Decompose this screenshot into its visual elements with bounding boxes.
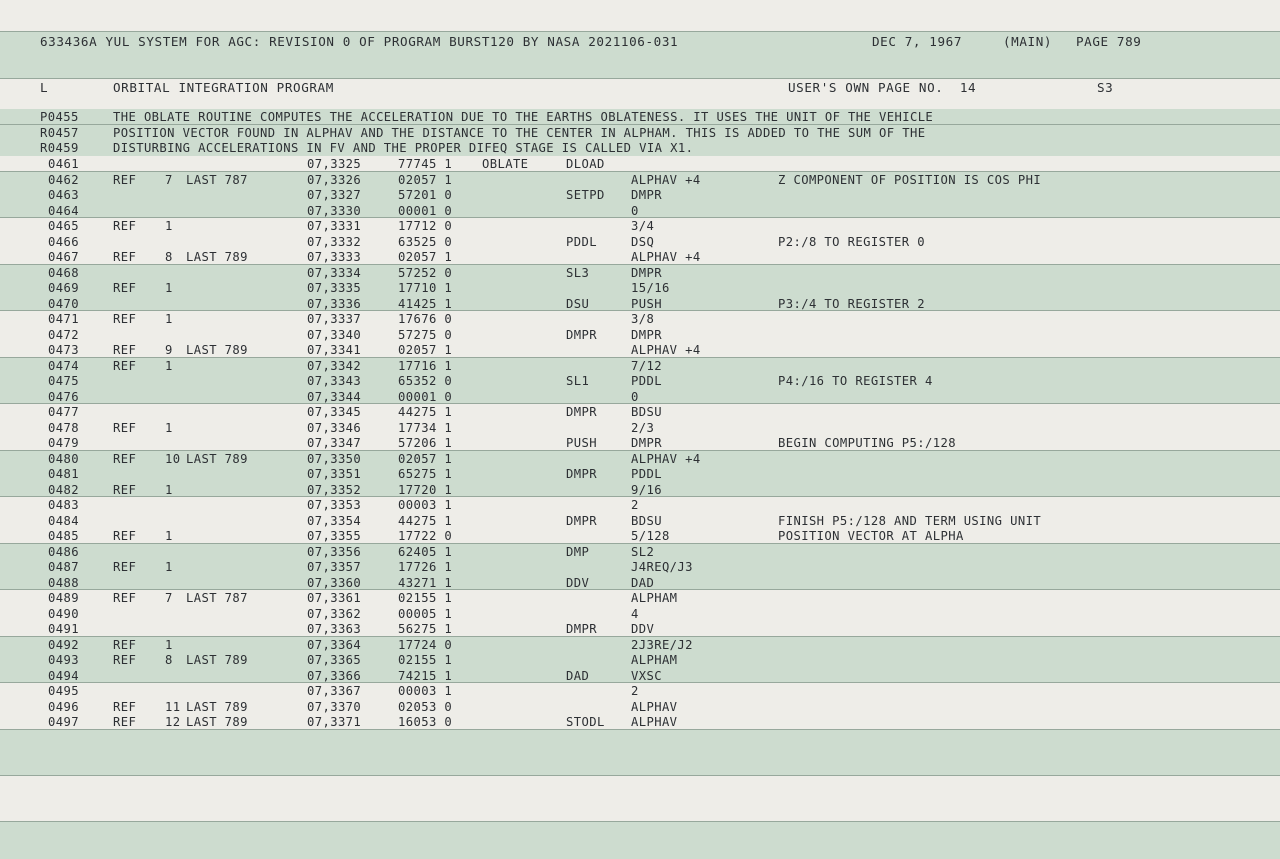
last-ref: LAST 789 bbox=[186, 699, 248, 714]
table-row bbox=[0, 621, 1280, 637]
operand: 2 bbox=[631, 498, 639, 512]
operand: DMPR bbox=[631, 188, 662, 202]
ref-keyword: REF bbox=[113, 219, 137, 233]
address: 07,3336 bbox=[307, 296, 362, 311]
table-row bbox=[0, 699, 1280, 715]
code-comment: P4:/16 TO REGISTER 4 bbox=[778, 374, 933, 388]
table-row bbox=[0, 575, 1280, 591]
octal-word: 02155 1 bbox=[398, 591, 453, 605]
operand: DSQ bbox=[631, 234, 655, 249]
operand: DMPR bbox=[631, 265, 662, 280]
table-row bbox=[0, 203, 1280, 219]
line-number: 0476 bbox=[48, 389, 79, 404]
address: 07,3360 bbox=[307, 575, 362, 590]
paper-band bbox=[0, 775, 1280, 821]
operand: BDSU bbox=[631, 405, 662, 419]
address: 07,3332 bbox=[307, 234, 362, 249]
opcode: DMPR bbox=[566, 327, 597, 342]
address: 07,3371 bbox=[307, 715, 362, 729]
band-rule bbox=[0, 821, 1280, 822]
operand: 3/4 bbox=[631, 219, 655, 233]
table-row bbox=[0, 497, 1280, 513]
octal-word: 44275 1 bbox=[398, 405, 453, 419]
octal-word: 17676 0 bbox=[398, 312, 453, 326]
opcode: PUSH bbox=[566, 436, 597, 450]
last-ref: LAST 789 bbox=[186, 451, 248, 466]
address: 07,3335 bbox=[307, 281, 362, 295]
table-row bbox=[0, 420, 1280, 436]
table-row bbox=[0, 389, 1280, 405]
address: 07,3325 bbox=[307, 157, 362, 171]
address: 07,3342 bbox=[307, 358, 362, 373]
last-ref: LAST 787 bbox=[186, 591, 248, 605]
line-number: 0471 bbox=[48, 312, 79, 326]
ref-keyword: REF bbox=[113, 560, 137, 574]
comment-text: DISTURBING ACCELERATIONS IN FV AND THE PROPER DIFEQ STAGE IS CALLED VIA X1. bbox=[113, 141, 694, 155]
line-number: 0490 bbox=[48, 606, 79, 621]
last-ref: LAST 789 bbox=[186, 715, 248, 729]
operand: ALPHAV bbox=[631, 699, 678, 714]
octal-word: 17720 1 bbox=[398, 482, 453, 497]
address: 07,3330 bbox=[307, 203, 362, 218]
octal-word: 02057 1 bbox=[398, 250, 453, 264]
operand: 9/16 bbox=[631, 482, 662, 497]
code-comment: BEGIN COMPUTING P5:/128 bbox=[778, 436, 956, 450]
paper-band bbox=[0, 821, 1280, 859]
table-row bbox=[0, 683, 1280, 699]
line-number: 0488 bbox=[48, 575, 79, 590]
line-number: 0475 bbox=[48, 374, 79, 388]
ref-number: 7 bbox=[165, 172, 173, 187]
line-number: 0464 bbox=[48, 203, 79, 218]
line-number: 0479 bbox=[48, 436, 79, 450]
opcode: SL1 bbox=[566, 374, 590, 388]
ref-keyword: REF bbox=[113, 312, 137, 326]
ref-keyword: REF bbox=[113, 420, 137, 435]
table-row bbox=[0, 451, 1280, 467]
opcode: DMPR bbox=[566, 405, 597, 419]
subheader-code: S3 bbox=[1097, 80, 1114, 95]
paper-top-margin bbox=[0, 0, 1280, 31]
table-row bbox=[0, 528, 1280, 544]
operand: ALPHAV +4 bbox=[631, 343, 701, 357]
operand: 7/12 bbox=[631, 358, 662, 373]
ref-number: 1 bbox=[165, 219, 173, 233]
octal-word: 56275 1 bbox=[398, 622, 453, 636]
address: 07,3345 bbox=[307, 405, 362, 419]
band-rule bbox=[0, 78, 1280, 79]
ref-keyword: REF bbox=[113, 172, 137, 187]
operand: ALPHAV bbox=[631, 715, 678, 729]
ref-keyword: REF bbox=[113, 482, 137, 497]
address: 07,3370 bbox=[307, 699, 362, 714]
ref-keyword: REF bbox=[113, 343, 137, 357]
octal-word: 57252 0 bbox=[398, 265, 453, 280]
listing-header: 633436A YUL SYSTEM FOR AGC: REVISION 0 OF PROGRAM BURST120 BY NASA 2021106-031 bbox=[40, 34, 679, 49]
octal-word: 43271 1 bbox=[398, 575, 453, 590]
table-row bbox=[0, 668, 1280, 684]
line-number: 0466 bbox=[48, 234, 79, 249]
table-row bbox=[0, 652, 1280, 668]
octal-word: 65275 1 bbox=[398, 467, 453, 481]
operand: BDSU bbox=[631, 513, 662, 528]
address: 07,3353 bbox=[307, 498, 362, 512]
ref-number: 1 bbox=[165, 482, 173, 497]
ref-keyword: REF bbox=[113, 637, 137, 652]
table-row bbox=[0, 482, 1280, 498]
octal-word: 44275 1 bbox=[398, 513, 453, 528]
address: 07,3354 bbox=[307, 513, 362, 528]
operand: ALPHAM bbox=[631, 591, 678, 605]
ref-keyword: REF bbox=[113, 699, 137, 714]
octal-word: 17716 1 bbox=[398, 358, 453, 373]
octal-word: 00003 1 bbox=[398, 684, 453, 698]
table-row bbox=[0, 637, 1280, 653]
opcode: DMPR bbox=[566, 467, 597, 481]
ref-keyword: REF bbox=[113, 358, 137, 373]
address: 07,3341 bbox=[307, 343, 362, 357]
opcode: SETPD bbox=[566, 188, 605, 202]
table-row bbox=[0, 296, 1280, 312]
line-number: 0461 bbox=[48, 157, 79, 171]
ref-number: 1 bbox=[165, 529, 173, 543]
label: OBLATE bbox=[482, 157, 529, 171]
table-row bbox=[0, 714, 1280, 730]
line-number: 0486 bbox=[48, 544, 79, 559]
opcode: DLOAD bbox=[566, 157, 605, 171]
ref-number: 8 bbox=[165, 250, 173, 264]
table-row bbox=[0, 590, 1280, 606]
address: 07,3326 bbox=[307, 172, 362, 187]
ref-number: 11 bbox=[165, 699, 181, 714]
ref-number: 1 bbox=[165, 560, 173, 574]
address: 07,3344 bbox=[307, 389, 362, 404]
line-number: 0474 bbox=[48, 358, 79, 373]
ref-keyword: REF bbox=[113, 451, 137, 466]
line-number: 0496 bbox=[48, 699, 79, 714]
line-number: 0468 bbox=[48, 265, 79, 280]
line-number: 0465 bbox=[48, 219, 79, 233]
table-row bbox=[0, 327, 1280, 343]
address: 07,3366 bbox=[307, 668, 362, 683]
line-number: 0484 bbox=[48, 513, 79, 528]
last-ref: LAST 789 bbox=[186, 343, 248, 357]
line-number: 0462 bbox=[48, 172, 79, 187]
octal-word: 02053 0 bbox=[398, 699, 453, 714]
line-number: 0485 bbox=[48, 529, 79, 543]
line-number: 0472 bbox=[48, 327, 79, 342]
table-row bbox=[0, 187, 1280, 203]
operand: PDDL bbox=[631, 374, 662, 388]
ref-keyword: REF bbox=[113, 250, 137, 264]
line-number: 0473 bbox=[48, 343, 79, 357]
table-row bbox=[0, 265, 1280, 281]
comment-line-number: R0457 bbox=[40, 125, 79, 140]
table-row bbox=[0, 466, 1280, 482]
octal-word: 57275 0 bbox=[398, 327, 453, 342]
address: 07,3355 bbox=[307, 529, 362, 543]
comment-text: POSITION VECTOR FOUND IN ALPHAV AND THE DISTANCE TO THE CENTER IN ALPHAM. THIS IS ADDED TO THE SUM OF THE bbox=[113, 125, 926, 140]
line-number: 0478 bbox=[48, 420, 79, 435]
address: 07,3363 bbox=[307, 622, 362, 636]
paper-band bbox=[0, 729, 1280, 775]
line-number: 0489 bbox=[48, 591, 79, 605]
line-number: 0469 bbox=[48, 281, 79, 295]
table-row bbox=[0, 358, 1280, 374]
operand: SL2 bbox=[631, 544, 655, 559]
opcode: DAD bbox=[566, 668, 590, 683]
operand: PDDL bbox=[631, 467, 662, 481]
table-row bbox=[0, 172, 1280, 188]
octal-word: 02155 1 bbox=[398, 653, 453, 667]
subheader-col-l: L bbox=[40, 80, 49, 95]
operand: DMPR bbox=[631, 436, 662, 450]
line-number: 0477 bbox=[48, 405, 79, 419]
line-number: 0463 bbox=[48, 188, 79, 202]
line-number: 0495 bbox=[48, 684, 79, 698]
table-row bbox=[0, 606, 1280, 622]
opcode: DMP bbox=[566, 544, 590, 559]
octal-word: 17734 1 bbox=[398, 420, 453, 435]
operand: VXSC bbox=[631, 668, 662, 683]
octal-word: 17722 0 bbox=[398, 529, 453, 543]
line-number: 0494 bbox=[48, 668, 79, 683]
line-number: 0493 bbox=[48, 653, 79, 667]
address: 07,3334 bbox=[307, 265, 362, 280]
listing-main-tag: (MAIN) bbox=[1003, 34, 1053, 49]
section-title: ORBITAL INTEGRATION PROGRAM bbox=[113, 80, 334, 95]
octal-word: 17726 1 bbox=[398, 560, 453, 574]
band-rule bbox=[0, 775, 1280, 776]
octal-word: 57206 1 bbox=[398, 436, 453, 450]
table-row bbox=[0, 559, 1280, 575]
address: 07,3367 bbox=[307, 684, 362, 698]
address: 07,3343 bbox=[307, 374, 362, 388]
octal-word: 17724 0 bbox=[398, 637, 453, 652]
octal-word: 02057 1 bbox=[398, 451, 453, 466]
code-comment: P2:/8 TO REGISTER 0 bbox=[778, 234, 926, 249]
ref-number: 1 bbox=[165, 281, 173, 295]
octal-word: 62405 1 bbox=[398, 544, 453, 559]
opcode: DSU bbox=[566, 296, 590, 311]
address: 07,3350 bbox=[307, 451, 362, 466]
ref-keyword: REF bbox=[113, 715, 137, 729]
octal-word: 16053 0 bbox=[398, 715, 453, 729]
table-row bbox=[0, 234, 1280, 250]
line-number: 0491 bbox=[48, 622, 79, 636]
ref-number: 7 bbox=[165, 591, 173, 605]
address: 07,3352 bbox=[307, 482, 362, 497]
line-number: 0487 bbox=[48, 560, 79, 574]
address: 07,3362 bbox=[307, 606, 362, 621]
address: 07,3337 bbox=[307, 312, 362, 326]
octal-word: 41425 1 bbox=[398, 296, 453, 311]
operand: 2 bbox=[631, 684, 639, 698]
octal-word: 77745 1 bbox=[398, 157, 453, 171]
last-ref: LAST 789 bbox=[186, 250, 248, 264]
operand: ALPHAM bbox=[631, 653, 678, 667]
opcode: SL3 bbox=[566, 265, 590, 280]
ref-keyword: REF bbox=[113, 591, 137, 605]
operand: 2J3RE/J2 bbox=[631, 637, 693, 652]
octal-word: 02057 1 bbox=[398, 343, 453, 357]
line-number: 0497 bbox=[48, 715, 79, 729]
opcode: DDV bbox=[566, 575, 590, 590]
address: 07,3327 bbox=[307, 188, 362, 202]
line-number: 0483 bbox=[48, 498, 79, 512]
operand: 5/128 bbox=[631, 529, 670, 543]
ref-number: 1 bbox=[165, 637, 173, 652]
line-number: 0481 bbox=[48, 467, 79, 481]
address: 07,3365 bbox=[307, 653, 362, 667]
table-row bbox=[0, 544, 1280, 560]
operand: ALPHAV +4 bbox=[631, 172, 701, 187]
ref-number: 1 bbox=[165, 312, 173, 326]
listing-date: DEC 7, 1967 bbox=[872, 34, 963, 49]
ref-keyword: REF bbox=[113, 281, 137, 295]
ref-keyword: REF bbox=[113, 529, 137, 543]
octal-word: 65352 0 bbox=[398, 374, 453, 388]
code-comment: FINISH P5:/128 AND TERM USING UNIT bbox=[778, 513, 1042, 528]
operand: 15/16 bbox=[631, 281, 670, 295]
address: 07,3356 bbox=[307, 544, 362, 559]
octal-word: 00003 1 bbox=[398, 498, 453, 512]
operand: 0 bbox=[631, 389, 639, 404]
comment-line-number: P0455 bbox=[40, 110, 79, 124]
table-row bbox=[0, 311, 1280, 327]
opcode: DMPR bbox=[566, 513, 597, 528]
line-number: 0470 bbox=[48, 296, 79, 311]
table-row bbox=[0, 435, 1280, 451]
table-row bbox=[0, 280, 1280, 296]
table-row bbox=[0, 218, 1280, 234]
listing-page-number: PAGE 789 bbox=[1076, 34, 1142, 49]
ref-number: 10 bbox=[165, 451, 181, 466]
opcode: PDDL bbox=[566, 234, 597, 249]
operand: 3/8 bbox=[631, 312, 655, 326]
band-rule bbox=[0, 31, 1280, 32]
octal-word: 02057 1 bbox=[398, 172, 453, 187]
ref-number: 9 bbox=[165, 343, 173, 357]
octal-word: 00005 1 bbox=[398, 606, 453, 621]
comment-line-number: R0459 bbox=[40, 141, 79, 155]
operand: PUSH bbox=[631, 296, 662, 311]
octal-word: 74215 1 bbox=[398, 668, 453, 683]
address: 07,3331 bbox=[307, 219, 362, 233]
address: 07,3357 bbox=[307, 560, 362, 574]
octal-word: 00001 0 bbox=[398, 389, 453, 404]
address: 07,3346 bbox=[307, 420, 362, 435]
table-row bbox=[0, 373, 1280, 389]
code-comment: P3:/4 TO REGISTER 2 bbox=[778, 296, 926, 311]
operand: DMPR bbox=[631, 327, 662, 342]
operand: J4REQ/J3 bbox=[631, 560, 693, 574]
line-number: 0480 bbox=[48, 451, 79, 466]
ref-number: 1 bbox=[165, 420, 173, 435]
ref-number: 1 bbox=[165, 358, 173, 373]
operand: ALPHAV +4 bbox=[631, 250, 701, 264]
table-row bbox=[0, 249, 1280, 265]
octal-word: 63525 0 bbox=[398, 234, 453, 249]
opcode: DMPR bbox=[566, 622, 597, 636]
octal-word: 17710 1 bbox=[398, 281, 453, 295]
table-row bbox=[0, 404, 1280, 420]
line-number: 0482 bbox=[48, 482, 79, 497]
comment-text: THE OBLATE ROUTINE COMPUTES THE ACCELERATION DUE TO THE EARTHS OBLATENESS. IT USES THE UNIT OF THE VEHICLE bbox=[113, 110, 934, 124]
table-row bbox=[0, 513, 1280, 529]
address: 07,3333 bbox=[307, 250, 362, 264]
operand: 2/3 bbox=[631, 420, 655, 435]
line-number: 0467 bbox=[48, 250, 79, 264]
operand: DAD bbox=[631, 575, 655, 590]
octal-word: 57201 0 bbox=[398, 188, 453, 202]
opcode: STODL bbox=[566, 715, 605, 729]
address: 07,3340 bbox=[307, 327, 362, 342]
ref-number: 12 bbox=[165, 715, 181, 729]
ref-keyword: REF bbox=[113, 653, 137, 667]
address: 07,3347 bbox=[307, 436, 362, 450]
operand: ALPHAV +4 bbox=[631, 451, 701, 466]
operand: 0 bbox=[631, 203, 639, 218]
last-ref: LAST 789 bbox=[186, 653, 248, 667]
operand: DDV bbox=[631, 622, 655, 636]
octal-word: 17712 0 bbox=[398, 219, 453, 233]
address: 07,3364 bbox=[307, 637, 362, 652]
line-number: 0492 bbox=[48, 637, 79, 652]
code-comment: POSITION VECTOR AT ALPHA bbox=[778, 529, 964, 543]
address: 07,3361 bbox=[307, 591, 362, 605]
table-row bbox=[0, 342, 1280, 358]
last-ref: LAST 787 bbox=[186, 172, 248, 187]
ref-number: 8 bbox=[165, 653, 173, 667]
octal-word: 00001 0 bbox=[398, 203, 453, 218]
code-comment: Z COMPONENT OF POSITION IS COS PHI bbox=[778, 172, 1042, 187]
users-page-number: USER'S OWN PAGE NO. 14 bbox=[788, 80, 977, 95]
table-row bbox=[0, 156, 1280, 172]
address: 07,3351 bbox=[307, 467, 362, 481]
operand: 4 bbox=[631, 606, 639, 621]
